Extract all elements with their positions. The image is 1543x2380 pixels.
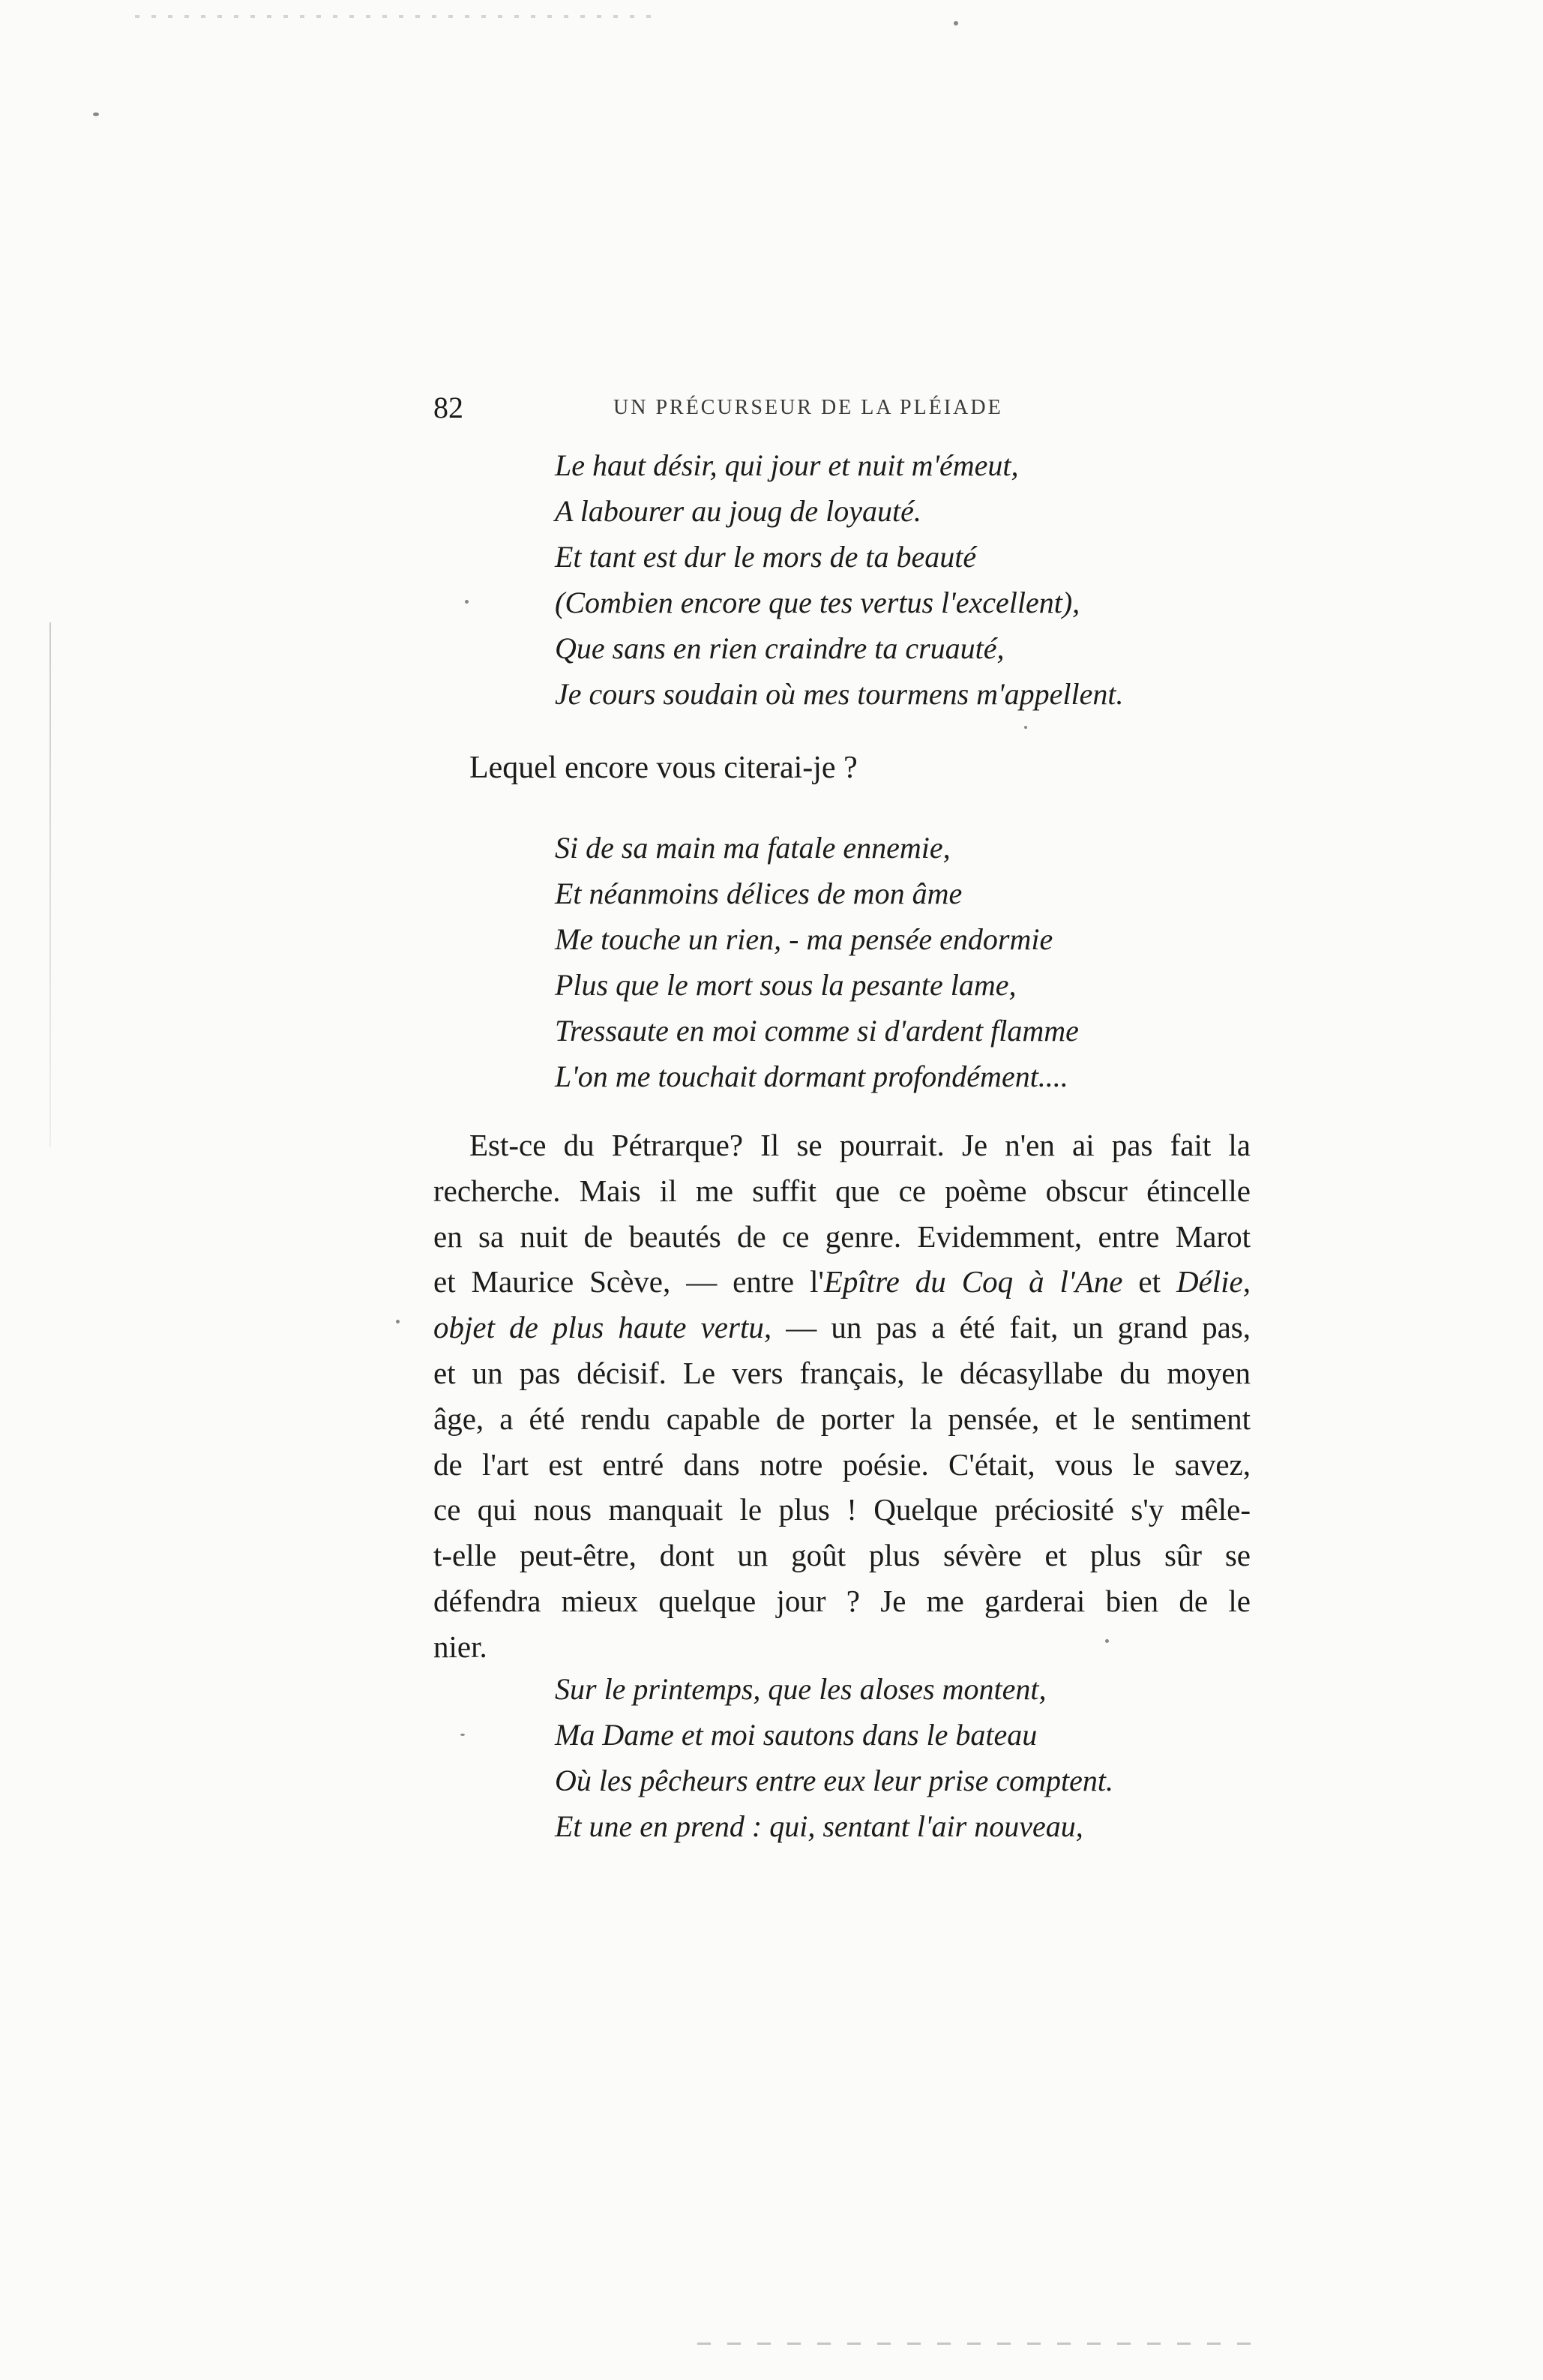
verse-line: Le haut désir, qui jour et nuit m'émeut, [555,448,1019,482]
scan-speck [954,21,958,25]
work-title: Délie, [1176,1264,1251,1299]
verse-line: (Combien encore que tes vertus l'excellent), [555,586,1080,619]
scan-artifact-bottom [697,2343,1267,2345]
paragraph-line: en sa nuit de beautés de ce genre. Evidemment, entre Marot [433,1218,1251,1254]
verse-line: Je cours soudain où mes tourmens m'appellent. [555,677,1124,711]
paragraph-line: de l'art est entré dans notre poésie. C'était, vous le savez, [433,1446,1251,1482]
scan-speck [396,1320,400,1323]
page-header [433,390,1048,427]
paragraph-line: ce qui nous manquait le plus ! Quelque préciosité s'y mêle- [433,1492,1251,1527]
verse-stanza-2 [555,825,1079,1099]
binding-edge-shadow [49,622,51,1147]
verse-line: L'on me touchait dormant profondément.... [555,1060,1068,1093]
verse-line: Tressaute en moi comme si d'ardent flamme [555,1014,1079,1048]
verse-stanza-3 [555,1666,1113,1849]
scan-speck [1024,726,1027,729]
work-title: objet de plus haute vertu, [433,1310,772,1345]
prose-question: Lequel encore vous citerai-je ? [469,751,858,785]
verse-line: Que sans en rien craindre ta cruauté, [555,631,1005,665]
verse-line: Si de sa main ma fatale ennemie, [555,831,951,865]
scan-speck [1105,1639,1109,1643]
paragraph-line: nier. [433,1629,487,1664]
verse-line: Et une en prend : qui, sentant l'air nouveau, [555,1809,1083,1843]
paragraph-line: âge, a été rendu capable de porter la pensée, et le sentiment [433,1401,1251,1436]
verse-line: Et néanmoins délices de mon âme [555,877,963,910]
running-title: UN PRÉCURSEUR DE LA PLÉIADE [613,396,1003,419]
paragraph-text: et [1122,1264,1176,1299]
verse-line: Me touche un rien, - ma pensée endormie [555,922,1053,956]
paragraph-line: t-elle peut-être, dont un goût plus sévère et plus sûr se [433,1538,1251,1573]
page-number: 82 [433,391,463,424]
verse-line: A labourer au joug de loyauté. [555,494,921,528]
scan-speck [93,112,99,116]
scan-speck [465,600,469,604]
paragraph-text: et Maurice Scève, — entre l' [433,1264,824,1299]
scan-speck [460,1734,465,1736]
paragraph-line: Est-ce du Pétrarque? Il se pourrait. Je n'en ai pas fait la [469,1128,1251,1162]
body-paragraph [433,1123,1251,1670]
verse-line: Ma Dame et moi sautons dans le bateau [555,1718,1038,1752]
paragraph-line: défendra mieux quelque jour ? Je me garderai bien de le [433,1583,1251,1618]
work-title: Epître du Coq à l'Ane [823,1264,1123,1299]
paragraph-line: recherche. Mais il me suffit que ce poème obscur étincelle [433,1173,1251,1208]
verse-line: Sur le printemps, que les aloses montent, [555,1672,1047,1706]
paragraph-line: et un pas décisif. Le vers français, le décasyllabe du moyen [433,1355,1251,1390]
verse-line: Où les pêcheurs entre eux leur prise comptent. [555,1764,1113,1797]
verse-line: Et tant est dur le mors de ta beauté [555,540,977,574]
paragraph-line [433,1305,1251,1350]
paragraph-line [433,1259,1251,1305]
scan-artifact-top [135,15,660,18]
verse-stanza-1 [555,442,1123,717]
paragraph-text: — un pas a été fait, un grand pas, [772,1310,1251,1345]
verse-line: Plus que le mort sous la pesante lame, [555,968,1017,1002]
